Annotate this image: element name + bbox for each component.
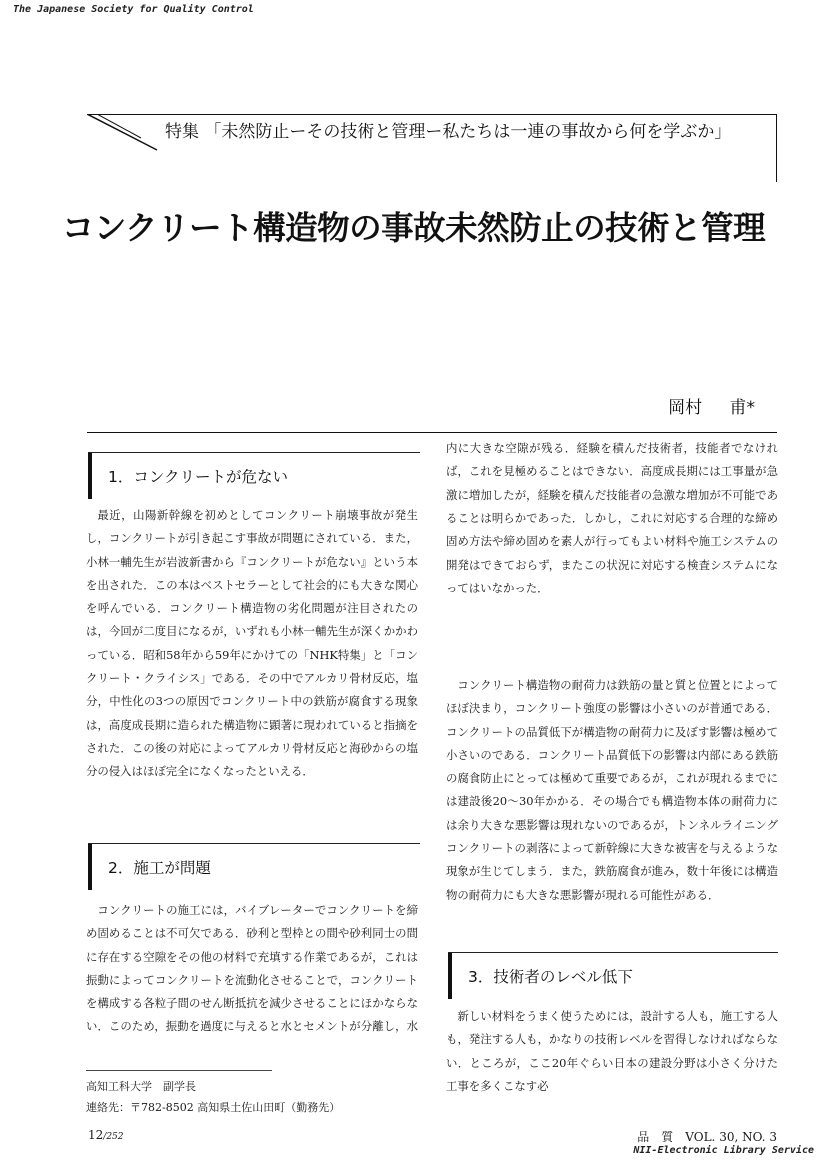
feature-banner: 特集 「未然防止ーその技術と管理ー私たちは一連の事故から何を学ぶか」 [165, 122, 732, 142]
footnote-contact: 連絡先：〒782-8502 高知県土佐山田町（勤務先） [86, 1101, 341, 1114]
journal-volume: 品 質 VOL. 30, NO. 3 [637, 1130, 777, 1144]
author-name: 岡村 甫* [668, 398, 755, 418]
paragraph-continued: 内に大きな空隙が残る．経験を積んだ技術者，技能者でなければ，これを見極めることはできない．高度成長期には工事量が急激に増加したが，経験を積んだ技能者の急激な増加が不可能であることは明らかであった．しかし，これに対応する合理的な締め固め方法や締め固めを素人が行ってもよい材料や施工システムの開発はできておらず，またこの状況に対応する検査システムになってはいなかった． [446, 441, 778, 595]
page-number-total: /252 [103, 1132, 124, 1142]
paragraph: 最近，山陽新幹線を初めとしてコンクリート崩壊事故が発生し，コンクリートが引き起こす事故が問題にされている．また，小林一輔先生が岩波新書から『コンクリートが危ない』という本を出された．この本はベストセラーとして社会的にも大きな関心を呼んでいる．コンクリート構造物の劣化問題が注目されたのは，今回が二度目になるが，いずれも小林一輔先生が深くかかわっている．昭和58年から59年にかけての「NHK特集」と「コンクリート・クライシス」である．その中でアルカリ骨材反応，塩分，中性化の3つの原因でコンクリート中の鉄筋が腐食する現象は，高度成長期に造られた構造物に顕著に現われていると指摘をされた．この後の対応によってアルカリ骨材反応と海砂からの塩分の侵入はほぼ完全になくなったといえる． [86, 508, 418, 779]
section-heading-1 [88, 452, 420, 499]
title-separator-rule [87, 432, 777, 433]
section-heading-2 [88, 843, 420, 890]
page-number-current: 12 [88, 1128, 104, 1142]
section-3-body [446, 1005, 778, 1099]
article-title: コンクリート構造物の事故未然防止の技術と管理 [61, 209, 766, 247]
section-1-body [86, 504, 418, 784]
footnote-rule [86, 1070, 272, 1071]
banner-top-rule [87, 114, 777, 115]
banner-right-rule [776, 114, 777, 182]
society-header: The Japanese Society for Quality Control [13, 4, 254, 15]
section-heading-bar [88, 844, 92, 890]
section-heading-3 [448, 952, 778, 999]
footnote-affiliation: 高知工科大学 副学長 [86, 1080, 196, 1093]
section-heading-text: 3．技術者のレベル低下 [468, 968, 633, 986]
page-number [88, 1128, 124, 1142]
section-heading-text: 2．施工が問題 [108, 859, 211, 877]
section-heading-text: 1．コンクリートが危ない [108, 468, 289, 486]
section-heading-bar [448, 953, 452, 999]
section-2-body-right-2 [446, 674, 778, 954]
section-2-body-right [446, 437, 778, 670]
paragraph: コンクリートの施工には，バイブレーターでコンクリートを締め固めることは不可欠である．砂利と型枠との間や砂利同士の間に存在する空隙をその他の材料で充填する作業であるが，これは振動によってコンクリートを流動化させることで，コンクリートを構成する各粒子間のせん断抵抗を減少させることにほかならない．このため，振動を過度に与えると水とセメントが分離し，水 [86, 903, 418, 1034]
banner-corner-triangle [87, 114, 167, 154]
section-heading-bar [88, 453, 92, 499]
paragraph: 新しい材料をうまく使うためには，設計する人も，施工する人も，発注する人も，かなりの技術レベルを習得しなければならない．ところが，ここ20年ぐらい日本の建設分野は小さく分けた工事を多くこなす必 [446, 1009, 778, 1093]
paragraph: コンクリート構造物の耐荷力は鉄筋の量と質と位置とによってほぼ決まり，コンクリート強度の影響は小さいのが普通である．コンクリートの品質低下が構造物の耐荷力に及ぼす影響は極めて小さいのである．コンクリート品質低下の影響は内部にある鉄筋の腐食防止にとっては極めて重要であるが，これが現れるまでには建設後20～30年かかる．その場合でも構造物本体の耐荷力には余り大きな悪影響は現れないのであるが，トンネルライニングコンクリートの剥落によって新幹線に大きな被害を与えるような現象が生じてしまう．また，鉄筋腐食が進み，数十年後には構造物の耐荷力にも大きな悪影響が現れる可能性がある． [446, 678, 778, 902]
section-2-body-left [86, 899, 418, 1039]
source-footer: NII-Electronic Library Service [633, 1145, 814, 1156]
